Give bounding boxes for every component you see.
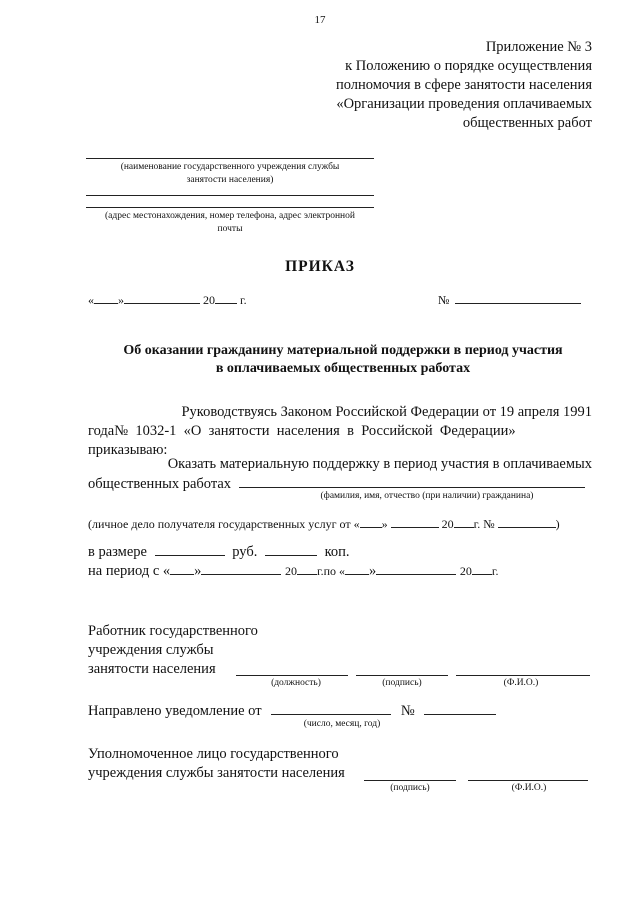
order-paragraph: Оказать материальную поддержку в период участия в оплачиваемых общественных работах bbox=[88, 456, 592, 492]
institution-field-line-2[interactable] bbox=[86, 195, 374, 196]
file-year-field[interactable] bbox=[454, 514, 474, 528]
position-caption: (должность) bbox=[271, 678, 321, 688]
notice-date-field[interactable] bbox=[271, 701, 391, 715]
notice-date-caption: (число, месяц, год) bbox=[303, 719, 381, 729]
institution-field-line[interactable] bbox=[86, 158, 374, 159]
period-line: на период с « » 20 г.по « » 20 г. bbox=[88, 563, 499, 579]
page-number: 17 bbox=[314, 14, 326, 26]
notice-line: Направлено уведомление от № bbox=[88, 701, 496, 721]
authorized-signature-field[interactable] bbox=[364, 780, 456, 781]
fio-caption: (Ф.И.О.) bbox=[503, 678, 539, 688]
amount-line: в размере руб. коп. bbox=[88, 544, 350, 560]
amount-rub-field[interactable] bbox=[155, 542, 225, 556]
order-date-line: « » 20 г. bbox=[88, 290, 247, 308]
worker-position-field[interactable] bbox=[236, 675, 348, 676]
appendix-line-5: общественных работ bbox=[462, 115, 592, 131]
period-from-day-field[interactable] bbox=[170, 561, 194, 575]
period-to-month-field[interactable] bbox=[376, 561, 456, 575]
notice-number-field[interactable] bbox=[424, 701, 496, 715]
basis-paragraph: Руководствуясь Законом Российской Федерации от 19 апреля 1991 года№ 1032-1 «О занятости населения в Российской Федерации» приказываю: bbox=[88, 404, 592, 458]
authorized-fio-field[interactable] bbox=[468, 780, 588, 781]
address-field-line[interactable] bbox=[86, 207, 374, 208]
worker-fio-field[interactable] bbox=[456, 675, 590, 676]
order-number-field[interactable] bbox=[455, 290, 581, 304]
period-from-month-field[interactable] bbox=[201, 561, 281, 575]
file-month-field[interactable] bbox=[391, 514, 439, 528]
file-number-field[interactable] bbox=[498, 514, 556, 528]
appendix-line-2: к Положению о порядке осуществления bbox=[345, 58, 592, 74]
appendix-block bbox=[232, 38, 592, 133]
period-to-year-field[interactable] bbox=[472, 561, 492, 575]
order-number-line: № bbox=[438, 290, 581, 308]
address-caption: (адрес местонахождения, номер телефона, адрес электронной почты bbox=[105, 211, 355, 234]
order-year-field[interactable] bbox=[215, 290, 237, 304]
authorized-signature-caption: (подпись) bbox=[390, 783, 430, 793]
period-from-year-field[interactable] bbox=[297, 561, 317, 575]
order-month-field[interactable] bbox=[124, 290, 200, 304]
amount-kop-field[interactable] bbox=[265, 542, 317, 556]
appendix-line-4: «Организации проведения оплачиваемых bbox=[336, 96, 592, 112]
order-subject: Об оказании гражданину материальной поддержки в период участия в оплачиваемых общественных работах bbox=[123, 343, 563, 376]
order-day-field[interactable] bbox=[94, 290, 118, 304]
period-to-day-field[interactable] bbox=[345, 561, 369, 575]
appendix-line-3: полномочия в сфере занятости населения bbox=[335, 77, 592, 93]
personal-file-line: (личное дело получателя государственных услуг от « » 20 г. № ) bbox=[88, 514, 560, 532]
institution-caption: (наименование государственного учреждения службы занятости населения) bbox=[120, 162, 340, 185]
authorized-signature-label: Уполномоченное лицо государственного учреждения службы занятости населения bbox=[88, 746, 345, 781]
appendix-line-1: Приложение № 3 bbox=[485, 39, 592, 55]
citizen-caption: (фамилия, имя, отчество (при наличии) гражданина) bbox=[320, 491, 534, 501]
order-title: ПРИКАЗ bbox=[285, 258, 355, 275]
signature-caption: (подпись) bbox=[382, 678, 422, 688]
worker-signature-field[interactable] bbox=[356, 675, 448, 676]
worker-signature-label: Работник государственного учреждения службы занятости населения bbox=[88, 623, 258, 677]
authorized-fio-caption: (Ф.И.О.) bbox=[511, 783, 547, 793]
file-day-field[interactable] bbox=[360, 514, 382, 528]
citizen-name-field[interactable] bbox=[239, 474, 585, 488]
